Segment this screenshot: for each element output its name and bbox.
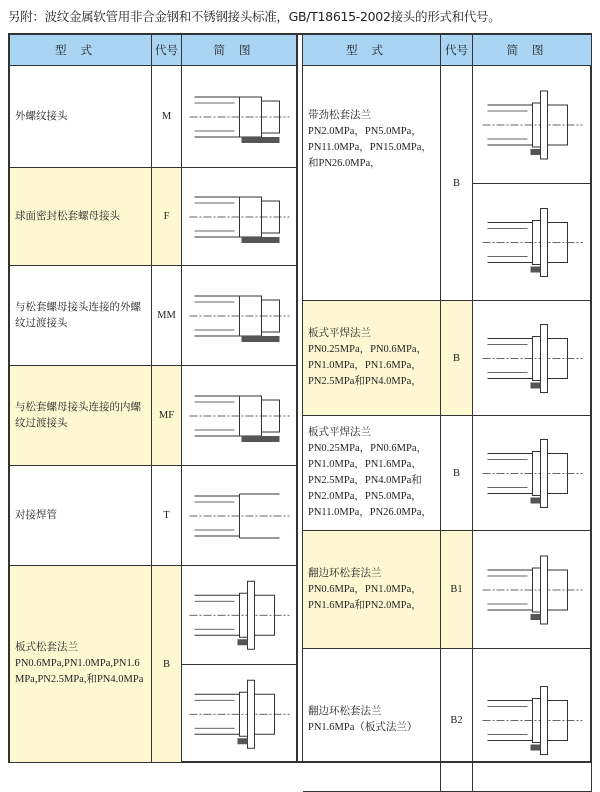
type-name: 板式松套法兰 bbox=[15, 642, 78, 653]
fitting-diagram bbox=[473, 301, 592, 416]
fitting-diagram bbox=[182, 168, 297, 266]
type-name: 与松套螺母接头连接的外螺纹过渡接头 bbox=[15, 301, 141, 329]
diagram-cell bbox=[182, 168, 297, 266]
code-cell: B bbox=[441, 301, 473, 416]
header-diagram: 简图 bbox=[182, 35, 297, 66]
pressure-ratings: PN0.6MPa,PN1.0MPa,PN1.6MPa,PN2.5MPa,和PN4.0MPa bbox=[15, 658, 144, 685]
diagram-cell bbox=[473, 184, 592, 301]
code-cell: B bbox=[441, 416, 473, 531]
fitting-diagram bbox=[473, 531, 592, 649]
code-cell: B2 bbox=[441, 649, 473, 792]
pressure-ratings: PN0.25MPa，PN0.6MPa，PN1.0MPa，PN1.6MPa，PN2.5MPa和PN4.0MPa， bbox=[308, 344, 428, 387]
diagram-cell bbox=[182, 366, 297, 466]
code-cell: MM bbox=[152, 266, 182, 366]
diagram-cell bbox=[473, 531, 592, 649]
fitting-diagram bbox=[182, 66, 297, 168]
type-cell bbox=[303, 649, 441, 792]
fitting-diagram bbox=[473, 184, 592, 301]
diagram-cell bbox=[182, 466, 297, 566]
code-cell: M bbox=[152, 66, 182, 168]
fitting-diagram bbox=[182, 566, 297, 665]
type-cell bbox=[303, 66, 441, 301]
fitting-diagram bbox=[473, 66, 592, 184]
type-cell bbox=[303, 416, 441, 531]
type-name: 球面密封松套螺母接头 bbox=[15, 210, 120, 222]
type-cell bbox=[10, 466, 152, 566]
diagram-cell bbox=[473, 301, 592, 416]
code-cell: F bbox=[152, 168, 182, 266]
diagram-cell bbox=[473, 66, 592, 184]
header-code: 代号 bbox=[441, 35, 473, 66]
diagram-cell bbox=[182, 266, 297, 366]
fitting-diagram bbox=[182, 665, 297, 764]
type-cell bbox=[10, 266, 152, 366]
code-cell: B1 bbox=[441, 531, 473, 649]
type-name: 外螺纹接头 bbox=[15, 110, 68, 122]
header-type: 型式 bbox=[303, 35, 441, 66]
diagram-cell bbox=[182, 665, 297, 764]
pressure-ratings: PN2.0MPa，PN5.0MPa，PN11.0MPa，PN15.0MPa，和PN26.0MPa， bbox=[308, 126, 432, 169]
code-cell: MF bbox=[152, 366, 182, 466]
type-name: 与松套螺母接头连接的内螺纹过渡接头 bbox=[15, 401, 141, 429]
type-cell bbox=[303, 301, 441, 416]
type-cell bbox=[10, 566, 152, 763]
fitting-diagram bbox=[182, 266, 297, 366]
type-cell bbox=[303, 531, 441, 649]
page-title: 另附：波纹金属软管用非合金钢和不锈钢接头标准，GB/T18615-2002接头的形式和代号。 bbox=[8, 9, 501, 24]
type-name: 翻边环松套法兰 bbox=[308, 567, 382, 579]
type-name: 板式平焊法兰 bbox=[308, 427, 371, 438]
type-name: 板式平焊法兰 bbox=[308, 328, 371, 339]
pressure-ratings: PN0.6MPa，PN1.0MPa，PN1.6MPa和PN2.0MPa， bbox=[308, 583, 422, 611]
code-cell: B bbox=[441, 66, 473, 301]
type-name: 翻边环松套法兰 bbox=[308, 706, 382, 717]
diagram-cell bbox=[473, 649, 592, 792]
fitting-diagram bbox=[182, 466, 297, 566]
header-diagram: 简图 bbox=[473, 35, 592, 66]
type-cell bbox=[10, 66, 152, 168]
type-name: 带劲松套法兰 bbox=[308, 110, 371, 121]
code-cell: B bbox=[152, 566, 182, 763]
diagram-cell bbox=[182, 66, 297, 168]
fitting-diagram bbox=[473, 649, 592, 792]
pressure-ratings: PN1.6MPa（板式法兰） bbox=[308, 722, 418, 733]
fitting-diagram bbox=[473, 416, 592, 531]
type-name: 对接焊管 bbox=[15, 509, 57, 521]
header-type: 型式 bbox=[10, 35, 152, 66]
diagram-cell bbox=[473, 416, 592, 531]
type-cell bbox=[10, 366, 152, 466]
diagram-cell bbox=[182, 566, 297, 665]
fittings-table bbox=[8, 33, 592, 763]
fitting-diagram bbox=[182, 366, 297, 466]
header-code: 代号 bbox=[152, 35, 182, 66]
type-cell bbox=[10, 168, 152, 266]
pressure-ratings: PN0.25MPa，PN0.6MPa，PN1.0MPa，PN1.6MPa、PN2.5MPa，PN4.0MPa和PN2.0MPa，PN5.0MPa，PN11.0MPa，PN26.0MPa， bbox=[308, 443, 432, 518]
code-cell: T bbox=[152, 466, 182, 566]
